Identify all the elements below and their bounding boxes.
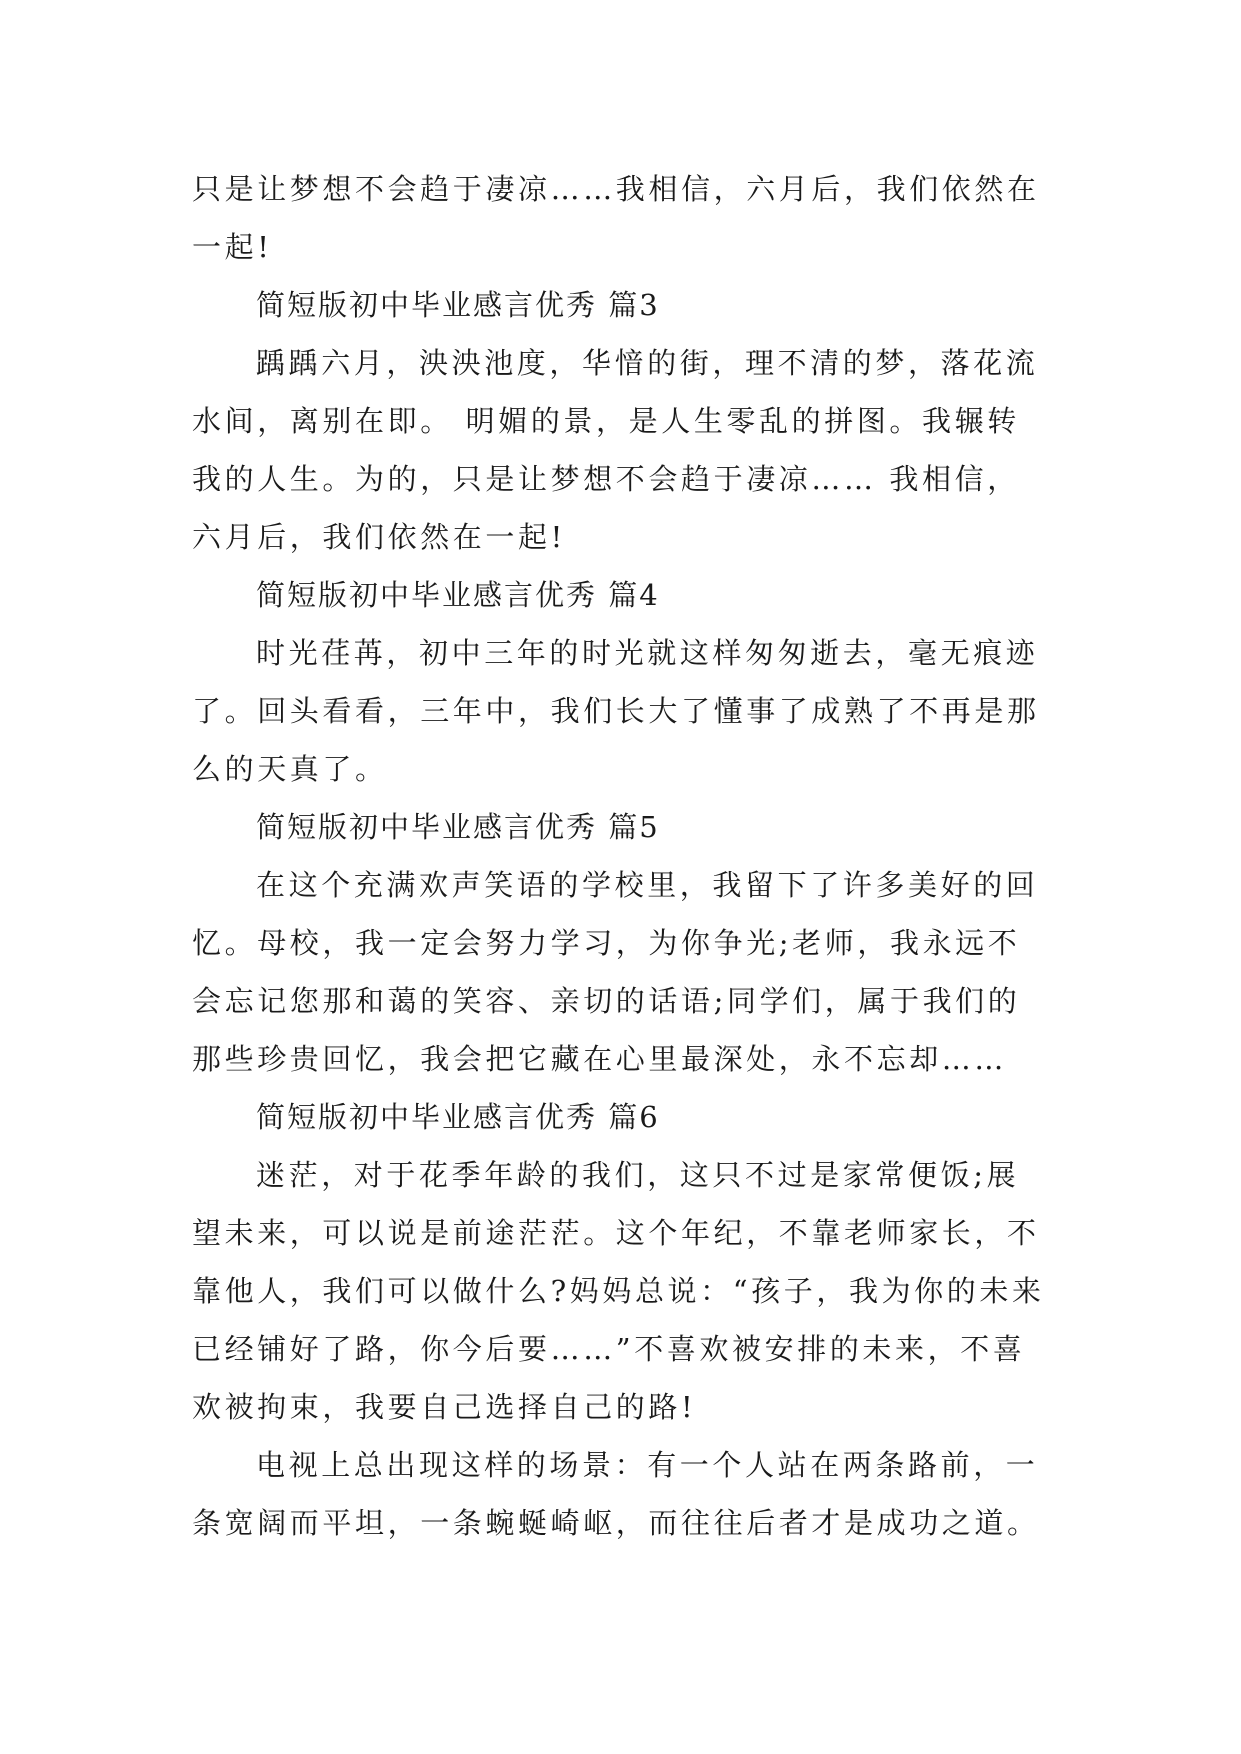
body-line: 在这个充满欢声笑语的学校里，我留下了许多美好的回 — [256, 868, 1039, 902]
body-line: 水间，离别在即。 明媚的景，是人生零乱的拼图。我辗转 — [192, 404, 1020, 438]
body-line: 欢被拘束，我要自己选择自己的路! — [192, 1390, 697, 1424]
body-line: 那些珍贵回忆，我会把它藏在心里最深处，永不忘却…… — [192, 1042, 1008, 1076]
body-line: 迷茫，对于花季年龄的我们，这只不过是家常便饭;展 — [256, 1158, 1020, 1192]
body-line: 会忘记您那和蔼的笑容、亲切的话语;同学们，属于我们的 — [192, 984, 1021, 1018]
body-line: 时光荏苒，初中三年的时光就这样匆匆逝去，毫无痕迹 — [256, 636, 1039, 670]
body-line: 只是让梦想不会趋于凄凉……我相信，六月后，我们依然在 — [192, 172, 1040, 206]
section-heading: 简短版初中毕业感言优秀 篇4 — [256, 578, 660, 612]
body-line: 我的人生。为的，只是让梦想不会趋于凄凉…… 我相信， — [192, 462, 1020, 496]
body-line: 踽踽六月，泱泱池度，华愔的街，理不清的梦，落花流 — [256, 346, 1039, 380]
body-line: 一起! — [192, 230, 273, 264]
document-body — [192, 160, 1072, 1552]
section-heading: 简短版初中毕业感言优秀 篇5 — [256, 810, 660, 844]
section-heading: 简短版初中毕业感言优秀 篇3 — [256, 288, 660, 322]
body-line: 么的天真了。 — [192, 752, 388, 786]
body-line: 六月后，我们依然在一起! — [192, 520, 566, 554]
body-line: 已经铺好了路，你今后要……”不喜欢被安排的未来，不喜 — [192, 1332, 1026, 1366]
section-heading: 简短版初中毕业感言优秀 篇6 — [256, 1100, 660, 1134]
body-line: 电视上总出现这样的场景：有一个人站在两条路前，一 — [256, 1448, 1039, 1482]
body-line: 望未来，可以说是前途茫茫。这个年纪，不靠老师家长，不 — [192, 1216, 1040, 1250]
body-line: 靠他人，我们可以做什么?妈妈总说：“孩子，我为你的未来 — [192, 1274, 1045, 1308]
body-line: 条宽阔而平坦，一条蜿蜒崎岖，而往往后者才是成功之道。 — [192, 1506, 1040, 1540]
body-line: 了。回头看看，三年中，我们长大了懂事了成熟了不再是那 — [192, 694, 1040, 728]
body-line: 忆。母校，我一定会努力学习，为你争光;老师，我永远不 — [192, 926, 1021, 960]
